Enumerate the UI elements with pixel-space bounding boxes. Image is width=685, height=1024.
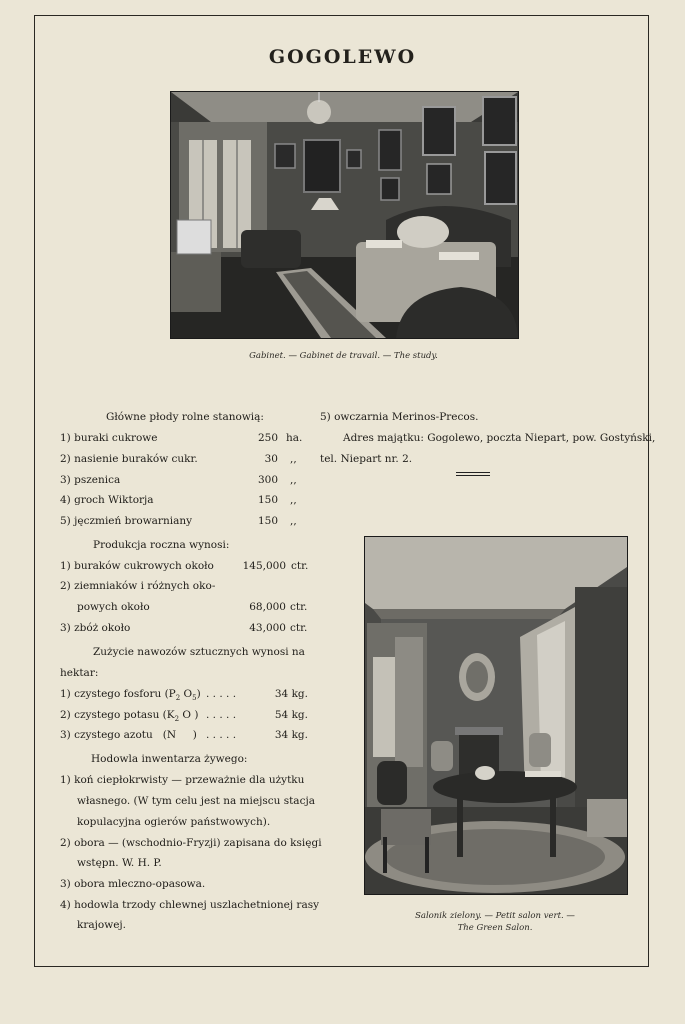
divider-rule <box>456 472 490 476</box>
production-label: 1) buraków cukrowych około <box>60 560 214 572</box>
crop-label: 5) jęczmień browarniany <box>60 515 193 527</box>
crop-value: 150 <box>257 515 278 527</box>
fertilizer-label <box>60 709 198 723</box>
fertilizer-heading: Zużycie nawozów sztucznych wynosi na <box>93 646 305 658</box>
crop-label: 4) groch Wiktorja <box>60 494 154 506</box>
production-unit: ctr. <box>290 622 308 634</box>
page-title: GOGOLEWO <box>268 46 417 68</box>
fertilizer-label <box>60 688 201 702</box>
fertilizer-subscript: 5 <box>192 694 197 703</box>
livestock-line: 4) hodowla trzody chlewnej uszlachetnionej rasy <box>60 899 320 911</box>
crop-value: 300 <box>257 474 278 486</box>
fertilizer-dots: . . . . . <box>206 729 237 741</box>
caption-green-salon-line1: Salonik zielony. — Petit salon vert. — <box>415 911 575 921</box>
livestock-line: 1) koń ciepłokrwisty — przeważnie dla użytku <box>60 774 305 786</box>
fertilizer-text: ) <box>196 688 201 700</box>
livestock-line: 2) obora — (wschodnio-Fryzji) zapisana do księgi <box>60 837 322 849</box>
fertilizer-dots: . . . . . <box>206 688 237 700</box>
livestock-line: wstępn. W. H. P. <box>77 857 162 869</box>
production-label: powych około <box>77 601 150 613</box>
crop-unit: ,, <box>290 453 297 465</box>
fertilizer-text: 1) czystego fosforu (P <box>60 688 176 700</box>
fertilizer-value: 34 kg. <box>274 688 308 700</box>
production-value: 68,000 <box>249 601 286 613</box>
crop-unit: ,, <box>290 494 297 506</box>
crop-value: 30 <box>264 453 278 465</box>
crops-heading: Główne płody rolne stanowią: <box>106 411 264 423</box>
production-value: 43,000 <box>249 622 286 634</box>
fertilizer-text: 2) czystego potasu (K <box>60 709 175 721</box>
fertilizer-heading-cont: hektar: <box>60 667 99 679</box>
production-label: 3) zbóż około <box>60 622 131 634</box>
crop-unit: ,, <box>290 474 297 486</box>
fertilizer-dots: . . . . . <box>206 709 237 721</box>
crop-label: 1) buraki cukrowe <box>60 432 158 444</box>
production-label: 2) ziemniaków i różnych oko- <box>60 580 216 592</box>
production-value: 145,000 <box>242 560 286 572</box>
livestock-line: własnego. (W tym celu jest na miejscu stacja <box>77 795 315 807</box>
crop-unit: ha. <box>286 432 303 444</box>
fertilizer-label: 3) czystego azotu (N ) <box>60 729 197 741</box>
production-heading: Produkcja roczna wynosi: <box>93 539 230 551</box>
fertilizer-value: 54 kg. <box>274 709 308 721</box>
crop-unit: ,, <box>290 515 297 527</box>
crop-label: 2) nasienie buraków cukr. <box>60 453 198 465</box>
production-unit: ctr. <box>290 601 308 613</box>
photo-study <box>170 91 519 339</box>
livestock-heading: Hodowla inwentarza żywego: <box>91 753 248 765</box>
fertilizer-text: O <box>180 688 193 700</box>
crop-value: 250 <box>257 432 278 444</box>
crop-label: 3) pszenica <box>60 474 121 486</box>
sheep-farm-item: 5) owczarnia Merinos-Precos. <box>320 411 479 423</box>
caption-green-salon-line2: The Green Salon. <box>457 923 533 933</box>
photo-green-salon <box>364 536 628 895</box>
production-unit: ctr. <box>291 560 309 572</box>
address-line: Adres majątku: Gogolewo, poczta Niepart, pow. Gostyński, <box>343 432 656 444</box>
caption-study: Gabinet. — Gabinet de travail. — The study. <box>249 351 438 361</box>
livestock-line: krajowej. <box>77 919 127 931</box>
livestock-line: 3) obora mleczno-opasowa. <box>60 878 206 890</box>
fertilizer-value: 34 kg. <box>274 729 308 741</box>
crop-value: 150 <box>257 494 278 506</box>
fertilizer-text: O ) <box>179 709 199 721</box>
fertilizer-subscript: 2 <box>175 694 181 703</box>
caption-green-salon <box>380 910 610 934</box>
livestock-line: kopulacyjna ogierów państwowych). <box>77 816 271 828</box>
fertilizer-subscript: 2 <box>174 715 180 724</box>
phone-line: tel. Niepart nr. 2. <box>320 453 413 465</box>
